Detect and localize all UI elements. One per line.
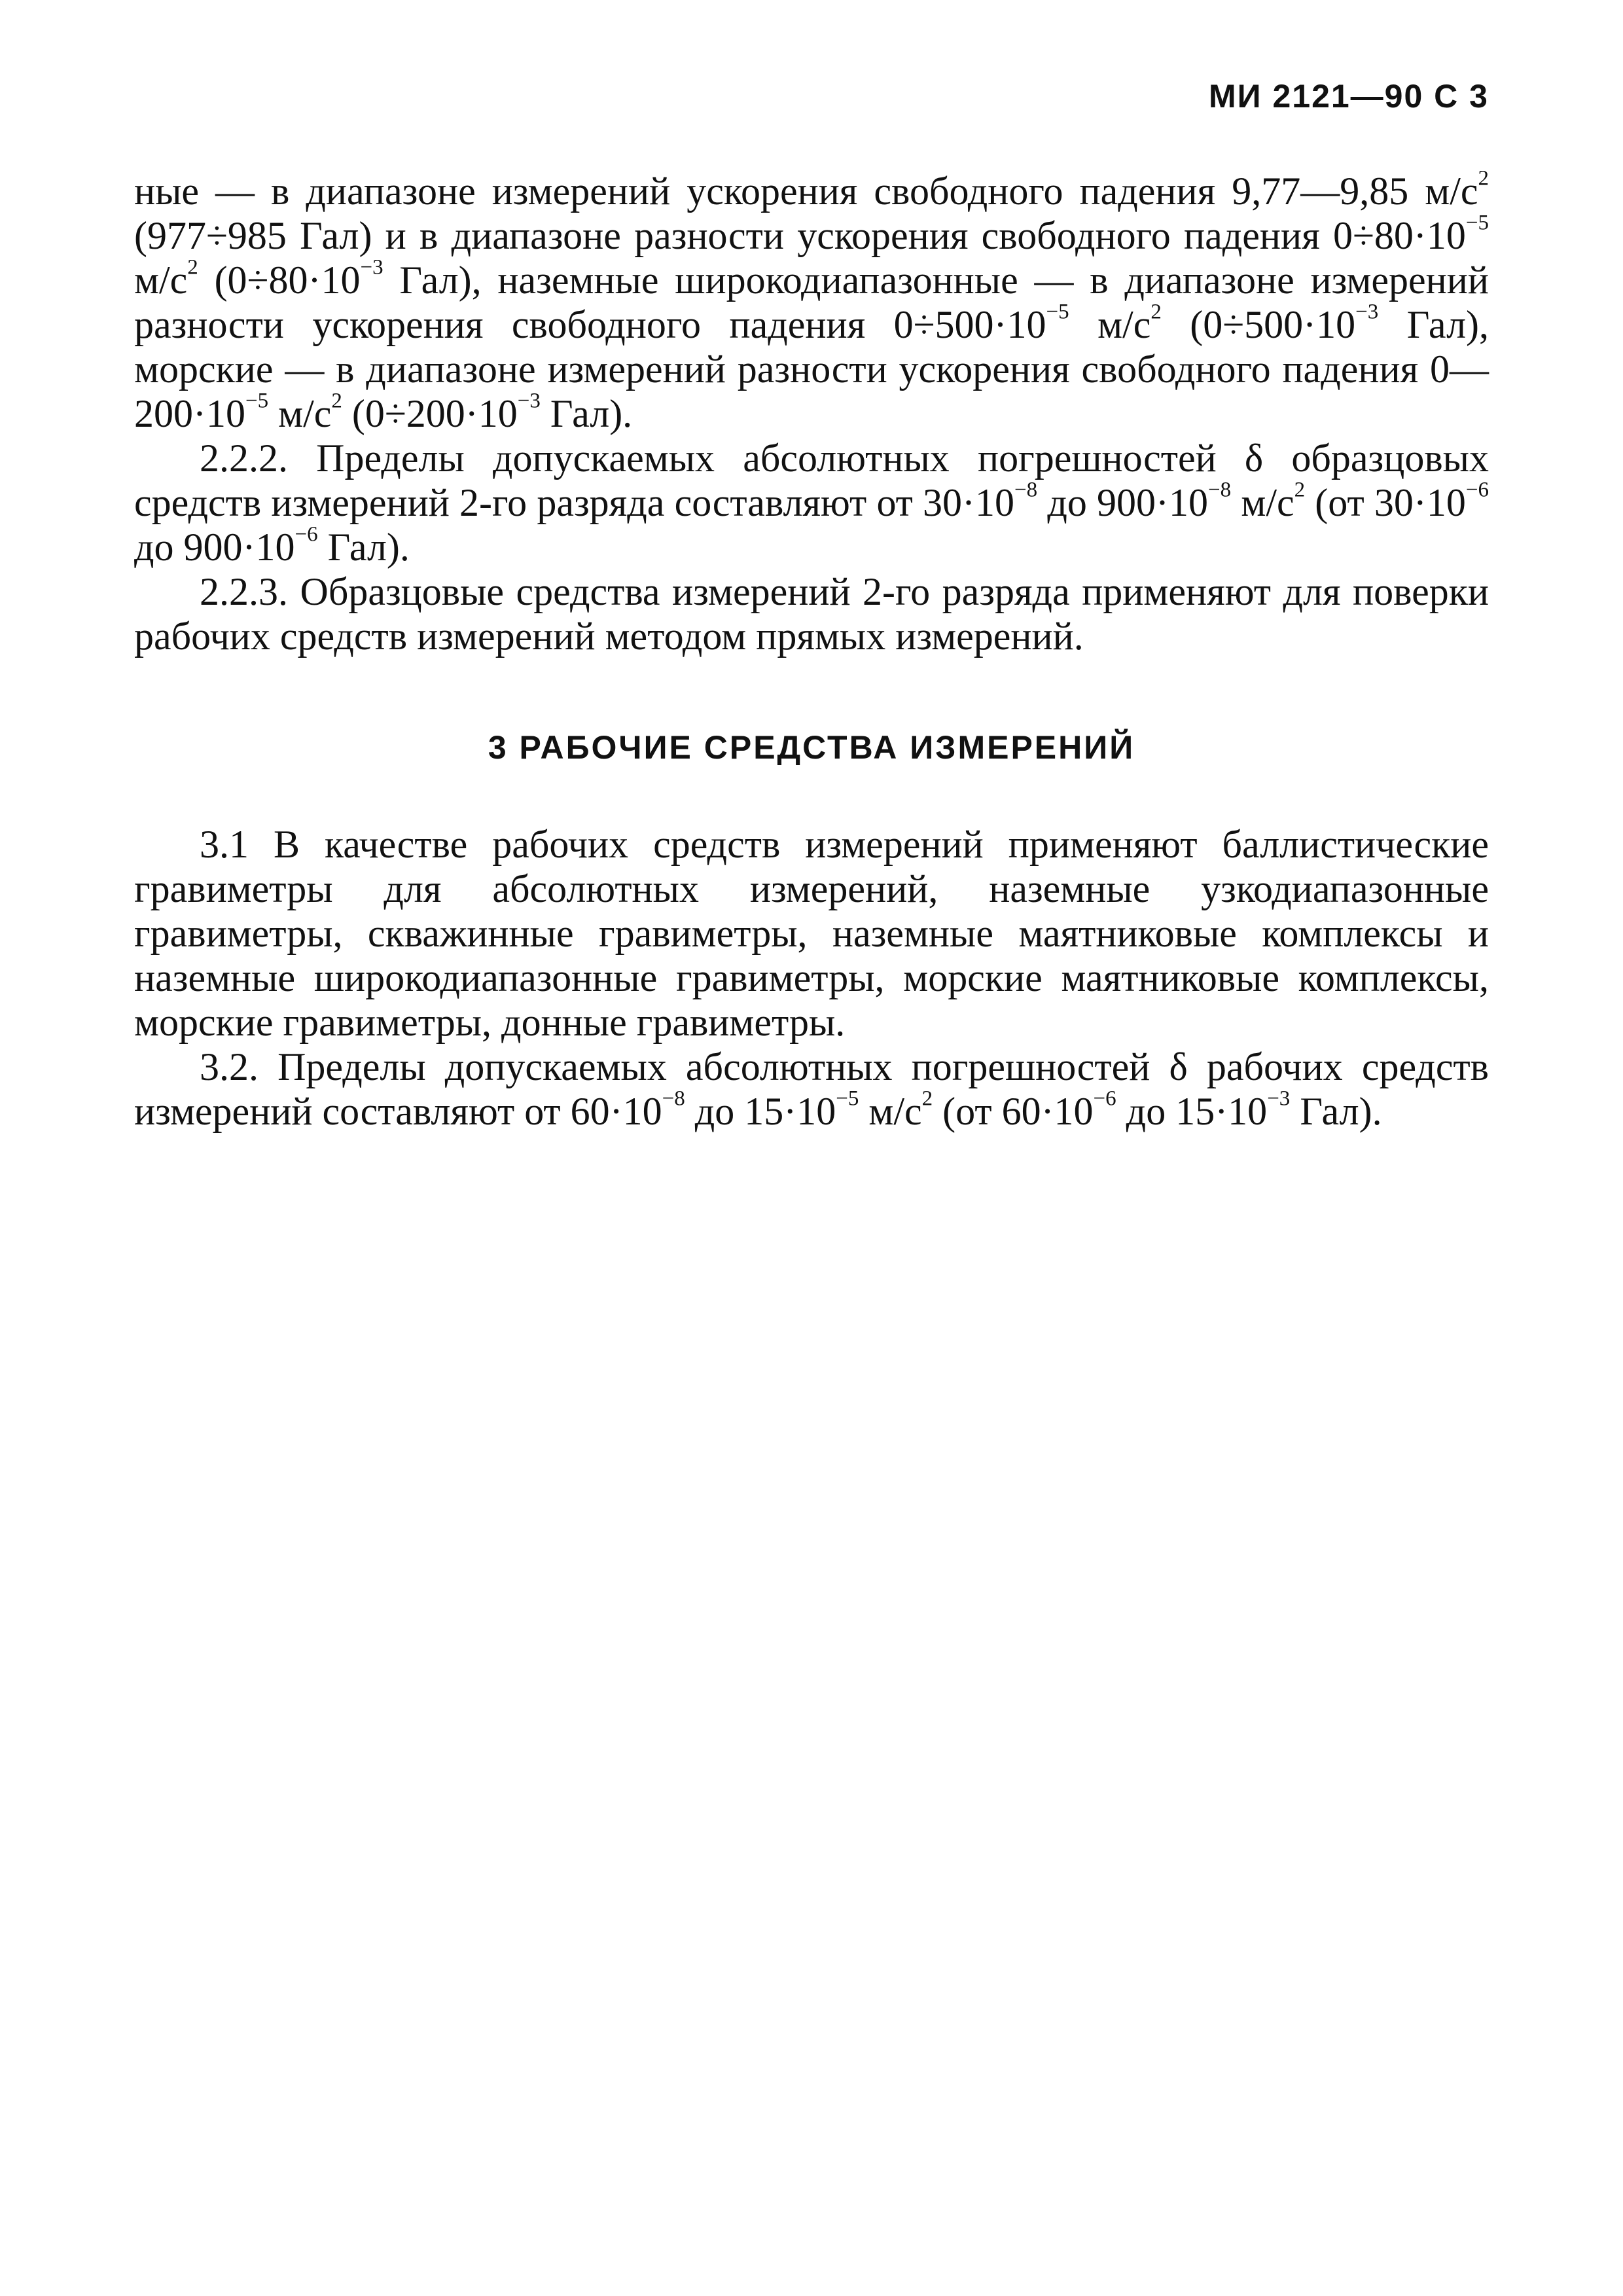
text-segment: 3.2. Пределы допускаемых абсолютных погрешностей δ рабочих средств измерений составляют от 60·10 (134, 1045, 1489, 1133)
superscript-text: −3 (1355, 300, 1379, 324)
text-segment: до 15·10 (1116, 1090, 1268, 1133)
text-segment: Гал). (540, 392, 633, 435)
superscript-text: −3 (517, 389, 541, 413)
superscript-text: −8 (1208, 478, 1232, 502)
text-segment: м/с (859, 1090, 922, 1133)
superscript-text: −6 (294, 522, 318, 547)
text-segment: до 15·10 (685, 1090, 836, 1133)
superscript-text: −6 (1093, 1086, 1116, 1111)
text-segment: 2.2.2. Пределы допускаемых абсолютных погрешностей δ образцовых средств измерений 2-го разряда составляют от 30·10 (134, 437, 1489, 524)
superscript-text: −6 (1465, 478, 1489, 502)
text-segment: м/с (134, 259, 188, 302)
text-segment: м/с (1069, 303, 1151, 346)
text-segment: (977÷985 Гал) и в диапазоне разности ускорения свободного падения 0÷80·10 (134, 214, 1466, 257)
text-segment: (от 30·10 (1305, 481, 1466, 524)
superscript-text: −5 (1046, 300, 1069, 324)
paragraph-2-2-3 (134, 569, 1489, 658)
superscript-text: −8 (1014, 478, 1038, 502)
superscript-text: −3 (1267, 1086, 1291, 1111)
text-segment: до 900·10 (1037, 481, 1209, 524)
superscript-text: 2 (331, 389, 342, 413)
superscript-text: 2 (1150, 300, 1162, 324)
text-segment: до 900·10 (134, 526, 295, 569)
paragraph-2-2-2 (134, 436, 1489, 569)
superscript-text: −3 (360, 255, 383, 279)
text-segment: (0÷500·10 (1161, 303, 1356, 346)
text-segment: 2.2.3. Образцовые средства измерений 2-го разряда применяют для поверки рабочих средств измерений методом прямых измерений. (134, 570, 1489, 658)
text-segment: Гал). (317, 526, 410, 569)
document-header: МИ 2121—90 С 3 (1208, 78, 1489, 115)
text-segment: ные — в диапазоне измерений ускорения свободного падения 9,77—9,85 м/с (134, 170, 1478, 213)
paragraph-continuation (134, 166, 1489, 436)
superscript-text: −8 (662, 1086, 685, 1111)
superscript-text: −5 (245, 389, 269, 413)
text-segment: (0÷80·10 (198, 259, 361, 302)
superscript-text: 2 (1478, 166, 1489, 190)
text-segment: 3.1 В качестве рабочих средств измерений применяют баллистические гравиметры для абсолютных измерений, наземные узкодиапазонные гравиметры, скважинные гравиметры, наземные маятниковые комплексы и наземные широкодиапазонные гравиметры, морские маятниковые комплексы, морские гравиметры, донные гравиметры. (134, 823, 1489, 1044)
page-body (134, 166, 1489, 1134)
text-segment: Гал), наземные широкодиапазонные — в диапазоне измерений разности ускорения свободного падения 0÷500·10 (134, 259, 1489, 346)
paragraph-3-1 (134, 822, 1489, 1045)
text-segment: (от 60·10 (933, 1090, 1094, 1133)
paragraph-3-2 (134, 1045, 1489, 1134)
superscript-text: 2 (921, 1086, 933, 1111)
section-3-heading: 3 РАБОЧИЕ СРЕДСТВА ИЗМЕРЕНИЙ (488, 729, 1135, 766)
superscript-text: −5 (1465, 211, 1489, 235)
text-segment: м/с (268, 392, 332, 435)
superscript-text: 2 (187, 255, 198, 279)
text-segment: Гал). (1290, 1090, 1382, 1133)
superscript-text: −5 (836, 1086, 859, 1111)
text-segment: (0÷200·10 (342, 392, 518, 435)
text-segment: Гал), морские — в диапазоне измерений разности ускорения свободного падения 0—200·10 (134, 303, 1489, 435)
superscript-text: 2 (1294, 478, 1306, 502)
text-segment: м/с (1231, 481, 1294, 524)
